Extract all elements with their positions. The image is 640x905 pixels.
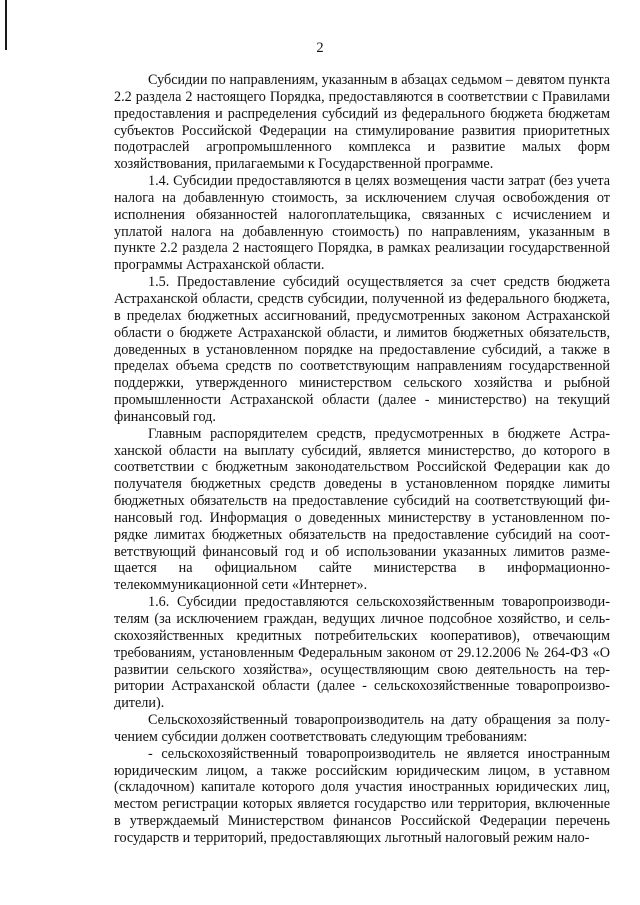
paragraph-requirement-foreign-entity: - сельскохозяйственный товаропроизводитель не является иностранным юридическим лицом, а также российским юридическим лицом, в уставном (складочном) капитале которого доля участия иностранных юридических лиц, местом регистрации которых является государство или территория, включенные в утверждаемый Министерством финансов Российской Федерации перечень государств и территорий, предоставляющих льготный налоговый режим нало-	[114, 745, 610, 846]
paragraph-1-4: 1.4. Субсидии предоставляются в целях возмещения части затрат (без учета налога на добавленную стоимость, за исключением случая освобождения от исполнения обязанностей налогоплательщика, связанных с исчислением и уплатой налога на добавленную стоимость) по направлениям, указанным в пункте 2.2 раздела 2 настоящего Порядка, в рамках реализации государственной программы Астраханской области.	[114, 173, 610, 274]
paragraph-requirements-intro: Сельскохозяйственный товаропроизводитель на дату обращения за получением субсидии должен соответствовать следующим требованиям:	[114, 712, 610, 745]
paragraph-subsidies-directions: Субсидии по направлениям, указанным в абзацах седьмом – девятом пункта 2.2 раздела 2 настоящего Порядка, предоставляются в соответствии с Правилами предоставления и распределения субсидий из федерального бюджета бюджетам субъектов Российской Федерации на стимулирование развития приоритетных подотраслей агропромышленного комплекса и развитие малых форм хозяйствования, прилагаемыми к Государственной программе.	[114, 72, 610, 173]
page-number: 2	[316, 40, 324, 56]
paragraph-1-5: 1.5. Предоставление субсидий осуществляется за счет средств бюджета Астраханской области, средств субсидии, полученной из федерального бюджета, в пределах бюджетных ассигнований, предусмотренных законом Астраханской области о бюджете Астраханской области, и лимитов бюджетных обязательств, доведенных в установленном порядке на предоставление субсидий, а также в пределах объема средств по соответствующим направлениям государственной поддержки, утвержденного министерством сельского хозяйства и рыбной промышленности Астраханской области (далее - министерство) на текущий финансовый год.	[114, 274, 610, 425]
paragraph-1-6: 1.6. Субсидии предоставляются сельскохозяйственным товаропроизводителям (за исключением граждан, ведущих личное подсобное хозяйство, и сельскохозяйственных кредитных потребительских кооперативов), отвечающим требованиям, установленным Федеральным законом от 29.12.2006 № 264-ФЗ «О развитии сельского хозяйства», осуществляющим свою деятельность на территории Астраханской области (далее - сельскохозяйственные товаропроизводители).	[114, 594, 610, 712]
document-body	[114, 72, 610, 847]
paragraph-main-administrator: Главным распорядителем средств, предусмотренных в бюджете Астраханской области на выплату субсидий, является министерство, до которого в соответствии с бюджетным законодательством Российской Федерации как до получателя бюджетных средств доведены в установленном порядке лимиты бюджетных обязательств на предоставление субсидий на соответствующий финансовый год. Информация о доведенных министерству в установленном порядке лимитах бюджетных обязательств на предоставление субсидий на соответствующий финансовый год и об использовании указанных лимитов размещается на официальном сайте министерства в информационно-телекоммуникационной сети «Интернет».	[114, 425, 610, 594]
